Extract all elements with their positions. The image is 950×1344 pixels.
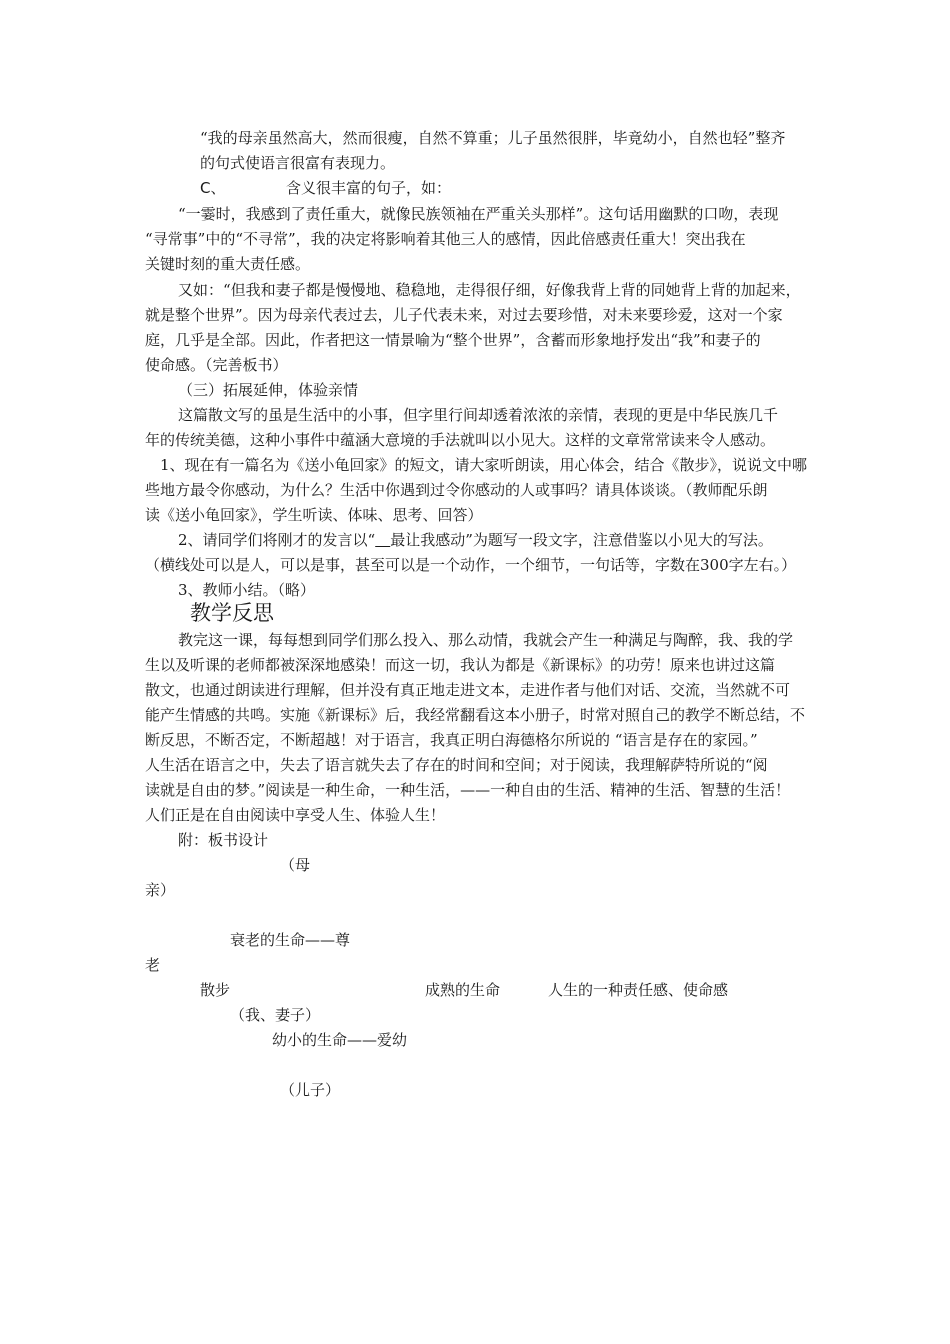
text-line: 3、教师小结。（略）	[178, 581, 316, 599]
text-line: 读《送小龟回家》，学生听读、体味、思考、回答）	[145, 506, 483, 524]
text-line: （横线处可以是人，可以是事，甚至可以是一个动作，一个细节，一句话等，字数在300字左右。）	[145, 556, 797, 574]
board-son: （儿子）	[280, 1081, 341, 1099]
text-line: 人们正是在自由阅读中享受人生、体验人生！	[145, 806, 446, 824]
text-line: 这篇散文写的虽是生活中的小事，但字里行间却透着浓浓的亲情，表现的更是中华民族几千	[178, 406, 779, 424]
board-mother: （母	[280, 856, 311, 874]
board-title: 散步	[200, 981, 231, 999]
text-line: 生以及听课的老师都被深深地感染！而这一切，我认为都是《新课标》的功劳！原来也讲过这篇	[145, 656, 776, 674]
text-line: “我的母亲虽然高大，然而很瘦，自然不算重；儿子虽然很胖，毕竟幼小，自然也轻”整齐	[200, 129, 786, 147]
text-line: 又如：“但我和妻子都是慢慢地、稳稳地，走得很仔细，好像我背上背的同她背上背的加起来，	[178, 281, 801, 299]
text-segment: 2、请同学们将刚才的发言以“	[178, 531, 376, 549]
board-responsibility: 人生的一种责任感、使命感	[548, 981, 729, 999]
text-line: 含义很丰富的句子，如：	[286, 179, 452, 197]
board-mature-life: 成熟的生命	[425, 981, 501, 999]
text-line: “寻常事”中的“不寻常”，我的决定将影响着其他三人的感情，因此倍感责任重大！突出我在	[145, 230, 746, 248]
blank-underline	[375, 531, 390, 549]
text-line: “一霎时，我感到了责任重大，就像民族领袖在严重关头那样”。这句话用幽默的口吻，表现	[178, 205, 779, 223]
text-line: 散文，也通过朗读进行理解，但并没有真正地走进文本，走进作者与他们对话、交流，当然就不可	[145, 681, 791, 699]
text-line: 教完这一课，每每想到同学们那么投入、那么动情，我就会产生一种满足与陶醉，我、我的学	[178, 631, 794, 649]
text-line: 就是整个世界”。因为母亲代表过去，儿子代表未来，对过去要珍惜，对未来要珍爱，这对一个家	[145, 306, 783, 324]
text-line: 断反思，不断否定，不断超越！对于语言，我真正明白海德格尔所说的 “语言是存在的家园。”	[145, 731, 758, 749]
board-young-life: 幼小的生命——爱幼	[272, 1031, 408, 1049]
section-heading: （三）拓展延伸，体验亲情	[178, 381, 359, 399]
text-line: 关键时刻的重大责任感。	[145, 255, 311, 273]
text-line: 1、现在有一篇名为《送小龟回家》的短文，请大家听朗读，用心体会，结合《散步》，说说文中哪	[160, 456, 808, 474]
text-line: 使命感。（完善板书）	[145, 356, 288, 374]
text-line: 人生活在语言之中，失去了语言就失去了存在的时间和空间；对于阅读，我理解萨特所说的“阅	[145, 756, 768, 774]
text-line: 年的传统美德，这种小事件中蕴涵大意境的手法就叫以小见大。这样的文章常常读来令人感动。	[145, 431, 776, 449]
list-label: C、	[200, 179, 226, 197]
text-line: 的句式使语言很富有表现力。	[200, 154, 396, 172]
board-me-wife: （我、妻子）	[230, 1006, 321, 1024]
reflection-heading: 教学反思	[190, 601, 274, 625]
text-line: 读就是自由的梦。”阅读是一种生命，一种生活，——一种自由的生活、精神的生活、智慧的生活！	[145, 781, 791, 799]
text-segment: 最让我感动”为题写一段文字，注意借鉴以小见大的写法。	[390, 531, 773, 549]
text-line: 能产生情感的共鸣。实施《新课标》后，我经常翻看这本小册子，时常对照自己的教学不断总结，不	[145, 706, 806, 724]
board-old-life: 衰老的生命——尊	[230, 931, 351, 949]
text-line	[178, 530, 773, 550]
board-old-life: 老	[145, 956, 161, 974]
appendix-label: 附：板书设计	[178, 831, 269, 849]
text-line: 庭，几乎是全部。因此，作者把这一情景喻为“整个世界”，含蓄而形象地抒发出“我”和妻子的	[145, 331, 761, 349]
text-line: 些地方最令你感动，为什么？生活中你遇到过令你感动的人或事吗？请具体谈谈。（教师配乐朗	[145, 481, 768, 499]
board-mother: 亲）	[145, 881, 176, 899]
